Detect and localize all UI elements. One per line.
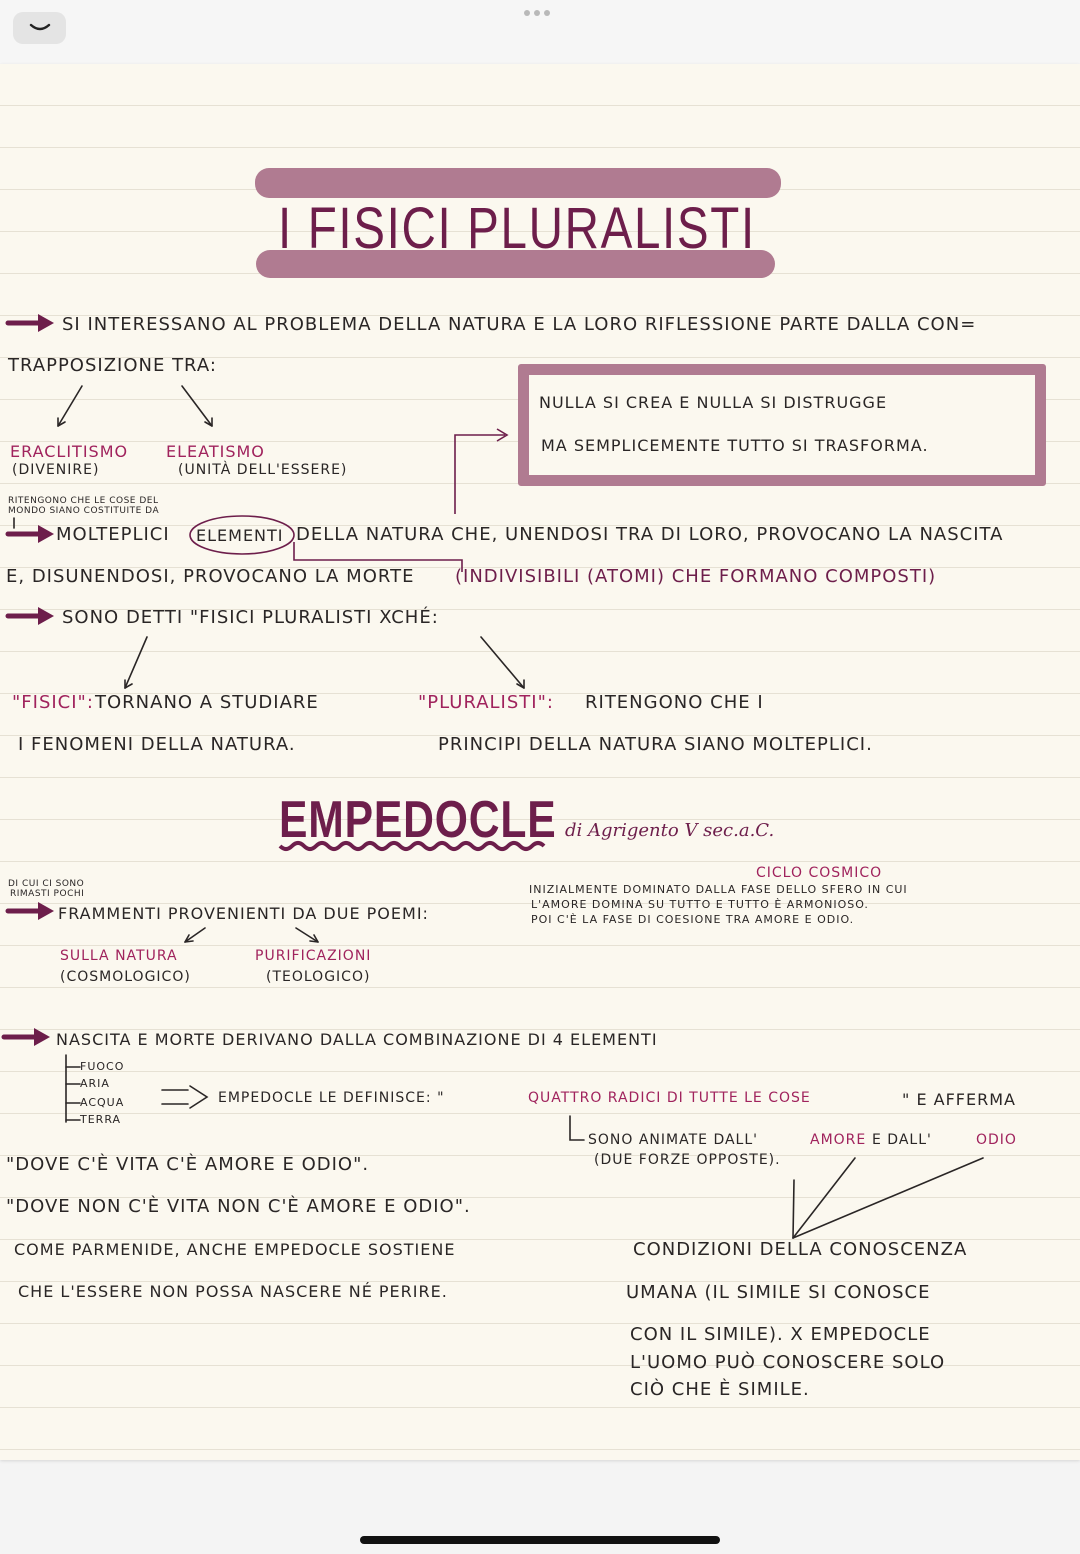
molteplici-a: MOLTEPLICI: [56, 524, 170, 545]
molteplici-line2b: (INDIVISIBILI (ATOMI) CHE FORMANO COMPOSTI): [455, 566, 937, 587]
quote-line-1: NULLA SI CREA E NULLA SI DISTRUGGE: [539, 393, 888, 412]
branch-left-title: ERACLITISMO: [10, 442, 129, 461]
pluralisti-desc: RITENGONO CHE I: [585, 692, 764, 713]
condizioni-line-2: UMANA (IL SIMILE SI CONOSCE: [626, 1282, 931, 1303]
molteplici-b: ELEMENTI: [196, 526, 284, 545]
small-note-2: MONDO SIANO COSTITUITE DA: [8, 506, 160, 516]
pluralisti-line2: PRINCIPI DELLA NATURA SIANO MOLTEPLICI.: [438, 734, 873, 755]
fisici-line2: I FENOMENI DELLA NATURA.: [18, 734, 296, 755]
ciclo-line-1: INIZIALMENTE DOMINATO DALLA FASE DELLO SFERO IN CUI: [529, 883, 908, 896]
animate-line2: (DUE FORZE OPPOSTE).: [594, 1152, 781, 1168]
section-subtitle: di Agrigento V sec.a.C.: [565, 820, 775, 841]
quote-line-2: MA SEMPLICEMENTE TUTTO SI TRASFORMA.: [541, 436, 929, 455]
ciclo-line-3: POI C'È LA FASE DI COESIONE TRA AMORE E ODIO.: [531, 913, 855, 926]
home-indicator[interactable]: [360, 1536, 720, 1544]
ciclo-title: CICLO COSMICO: [756, 865, 883, 881]
radici-c: " E AFFERMA: [902, 1090, 1016, 1109]
intro-line-1: SI INTERESSANO AL PROBLEMA DELLA NATURA E LA LORO RIFLESSIONE PARTE DALLA CON=: [62, 314, 977, 335]
molteplici-line2a: E, DISUNENDOSI, PROVOCANO LA MORTE: [6, 566, 415, 587]
page-title: I FISICI PLURALISTI: [278, 196, 756, 261]
section-title: EMPEDOCLE: [279, 791, 557, 849]
poem-left: SULLA NATURA: [60, 948, 178, 964]
radici-b: QUATTRO RADICI DI TUTTE LE COSE: [528, 1090, 811, 1106]
small-note-3: DI CUI CI SONO: [8, 879, 85, 889]
animate-b: AMORE: [810, 1132, 867, 1148]
poem-right-sub: (TEOLOGICO): [266, 969, 371, 985]
branch-left-sub: (DIVENIRE): [12, 462, 100, 478]
parmenide-line-2: CHE L'ESSERE NON POSSA NASCERE NÉ PERIRE.: [18, 1282, 448, 1301]
quote-non-vita: "DOVE NON C'È VITA NON C'È AMORE E ODIO".: [6, 1196, 471, 1217]
elemento-fuoco: FUOCO: [80, 1060, 125, 1073]
condizioni-line-5: CIÒ CHE È SIMILE.: [630, 1379, 810, 1400]
ciclo-line-2: L'AMORE DOMINA SU TUTTO E TUTTO È ARMONIOSO.: [531, 898, 869, 911]
animate-d: ODIO: [976, 1132, 1017, 1148]
animate-a: SONO ANIMATE DALL': [588, 1132, 759, 1148]
pluralisti-label: "PLURALISTI":: [418, 692, 554, 713]
small-note-4: RIMASTI POCHI: [10, 889, 85, 899]
condizioni-line-1: CONDIZIONI DELLA CONOSCENZA: [633, 1239, 968, 1260]
fisici-desc: TORNANO A STUDIARE: [95, 692, 319, 713]
elemento-aria: ARIA: [80, 1077, 110, 1090]
sono-detti: SONO DETTI "FISICI PLURALISTI XCHÉ:: [62, 607, 439, 628]
molteplici-c: DELLA NATURA CHE, UNENDOSI TRA DI LORO, PROVOCANO LA NASCITA: [296, 524, 1004, 545]
bullet-arrow-icon: [4, 323, 44, 1037]
intro-line-2: TRAPPOSIZIONE TRA:: [8, 355, 217, 376]
parmenide-line-1: COME PARMENIDE, ANCHE EMPEDOCLE SOSTIENE: [14, 1240, 456, 1259]
fisici-label: "FISICI":: [12, 692, 94, 713]
poem-left-sub: (COSMOLOGICO): [60, 969, 191, 985]
branch-right-sub: (UNITÀ DELL'ESSERE): [178, 462, 348, 478]
condizioni-line-4: L'UOMO PUÒ CONOSCERE SOLO: [630, 1352, 946, 1373]
elemento-acqua: ACQUA: [80, 1096, 125, 1109]
animate-c: E DALL': [872, 1132, 932, 1148]
quote-vita: "DOVE C'È VITA C'È AMORE E ODIO".: [6, 1154, 370, 1175]
small-note-1: RITENGONO CHE LE COSE DEL: [8, 496, 159, 506]
condizioni-line-3: CON IL SIMILE). X EMPEDOCLE: [630, 1324, 931, 1345]
frammenti: FRAMMENTI PROVENIENTI DA DUE POEMI:: [58, 904, 429, 923]
nascita-morte: NASCITA E MORTE DERIVANO DALLA COMBINAZIONE DI 4 ELEMENTI: [56, 1030, 658, 1049]
branch-right-title: ELEATISMO: [166, 442, 265, 461]
elemento-terra: TERRA: [80, 1113, 122, 1126]
poem-right: PURIFICAZIONI: [255, 948, 372, 964]
radici-a: EMPEDOCLE LE DEFINISCE: ": [218, 1090, 445, 1106]
